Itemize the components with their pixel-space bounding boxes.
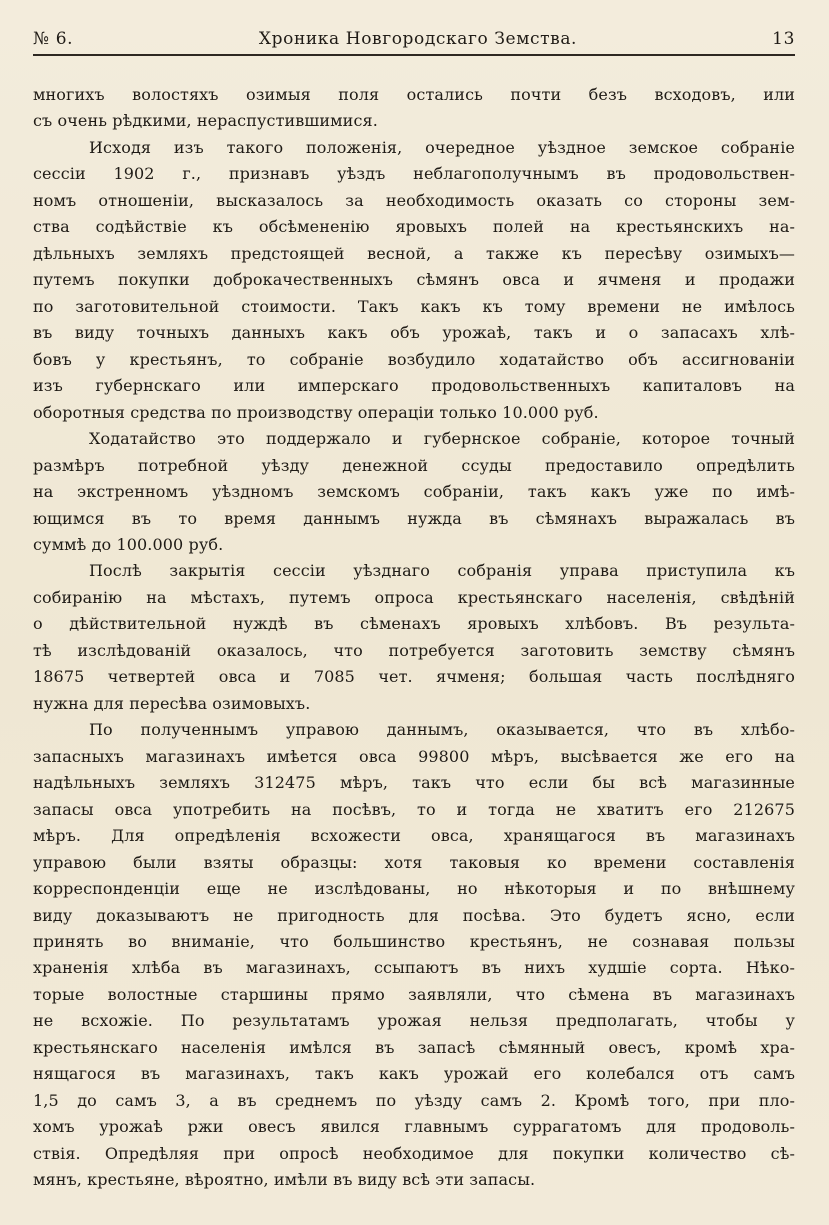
text-line: собиранію на мѣстахъ, путемъ опроса крестьянскаго населенія, свѣдѣній <box>33 587 795 607</box>
text-line: принять во вниманіе, что большинство крестьянъ, не сознавая пользы <box>33 932 795 951</box>
journal-title: Хроника Новгородскаго Земства. <box>258 29 578 49</box>
text-line: дѣльныхъ земляхъ предстоящей весной, а также къ пересѣву озимыхъ— <box>33 243 795 263</box>
text-line: мянъ, крестьяне, вѣроятно, имѣли въ виду всѣ эти запасы. <box>33 1170 536 1190</box>
text-line: номъ отношеніи, высказалось за необходимость оказать со стороны зем- <box>33 190 795 210</box>
text-line: ства содѣйствіе къ обсѣмененію яровыхъ полей на крестьянскихъ на- <box>33 217 795 237</box>
text-line: надѣльныхъ земляхъ 312475 мѣръ, такъ что если бы всѣ магазинные <box>33 773 795 793</box>
text-line: запасы овса употребить на посѣвъ, то и тогда не хватитъ его 212675 <box>33 799 795 819</box>
text-line: нящагося въ магазинахъ, такъ какъ урожай его колебался отъ самъ <box>33 1064 795 1084</box>
text-line: по заготовительной стоимости. Такъ какъ къ тому времени не имѣлось <box>33 296 795 316</box>
paragraph-first-line: Ходатайство это поддержало и губернское собраніе, которое точный <box>89 429 795 449</box>
text-line: суммѣ до 100.000 руб. <box>33 534 224 554</box>
text-line: хомъ урожаѣ ржи овесъ явился главнымъ суррагатомъ для продоволь- <box>33 1117 795 1137</box>
issue-number: № 6. <box>33 29 74 49</box>
text-line: бовъ у крестьянъ, то собраніе возбудило ходатайство объ ассигнованіи <box>33 349 795 369</box>
text-line: въ виду точныхъ данныхъ какъ объ урожаѣ, такъ и о запасахъ хлѣ- <box>33 323 795 343</box>
text-line: многихъ волостяхъ озимыя поля остались почти безъ всходовъ, или <box>33 85 795 104</box>
text-line: корреспонденціи еще не изслѣдованы, но нѣкоторыя и по внѣшнему <box>33 879 795 899</box>
text-line: запасныхъ магазинахъ имѣется овса 99800 мѣръ, высѣвается же его на <box>33 746 795 766</box>
text-line: съ очень рѣдкими, нераспустившимися. <box>33 111 378 131</box>
header-rule <box>33 54 795 56</box>
text-line: оборотныя средства по производству операціи только 10.000 руб. <box>33 402 599 422</box>
text-line: 18675 четвертей овса и 7085 чет. ячменя; большая часть послѣдняго <box>33 667 795 687</box>
page-number: 13 <box>772 29 795 49</box>
text-line: путемъ покупки доброкачественныхъ сѣмянъ овса и ячменя и продажи <box>33 270 795 290</box>
text-line: сессіи 1902 г., признавъ уѣздъ неблагополучнымъ въ продовольствен- <box>33 164 795 184</box>
text-line: мѣръ. Для опредѣленія всхожести овса, хранящагося въ магазинахъ <box>33 826 795 846</box>
text-line: на экстренномъ уѣздномъ земскомъ собраніи, такъ какъ уже по имѣ- <box>33 482 795 502</box>
text-line: крестьянскаго населенія имѣлся въ запасѣ сѣмянный овесъ, кромѣ хра- <box>33 1037 795 1057</box>
paragraph-first-line: Послѣ закрытія сессіи уѣзднаго собранія управа приступила къ <box>89 561 795 581</box>
running-header <box>33 20 795 48</box>
text-line: 1,5 до самъ 3, а въ среднемъ по уѣзду самъ 2. Кромѣ того, при пло- <box>33 1090 795 1110</box>
text-line: размѣръ потребной уѣзду денежной ссуды предоставило опредѣлить <box>33 455 795 475</box>
text-line: управою были взяты образцы: хотя таковыя ко времени составленія <box>33 852 795 872</box>
text-line: ствія. Опредѣляя при опросѣ необходимое для покупки количество сѣ- <box>33 1143 795 1163</box>
text-line: ющимся въ то время даннымъ нужда въ сѣмянахъ выражалась въ <box>33 508 795 528</box>
text-line: изъ губернскаго или имперскаго продовольственныхъ капиталовъ на <box>33 376 795 396</box>
text-line: нужна для пересѣва озимовыхъ. <box>33 693 311 713</box>
text-line: тѣ изслѣдованій оказалось, что потребуется заготовить земству сѣмянъ <box>33 640 795 660</box>
paragraph-first-line: По полученнымъ управою даннымъ, оказывается, что въ хлѣбо- <box>89 720 795 740</box>
text-line: торые волостные старшины прямо заявляли, что сѣмена въ магазинахъ <box>33 984 795 1004</box>
text-line: о дѣйствительной нуждѣ въ сѣменахъ яровыхъ хлѣбовъ. Въ результа- <box>33 614 795 634</box>
text-line: храненія хлѣба въ магазинахъ, ссыпаютъ въ нихъ худшіе сорта. Нѣко- <box>33 958 795 978</box>
text-line: не всхожіе. По результатамъ урожая нельзя предполагать, чтобы у <box>33 1011 795 1031</box>
paragraph-first-line: Исходя изъ такого положенія, очередное уѣздное земское собраніе <box>89 137 795 157</box>
text-line: виду доказываютъ не пригодность для посѣва. Это будетъ ясно, если <box>33 905 795 925</box>
article-body <box>33 82 795 1194</box>
